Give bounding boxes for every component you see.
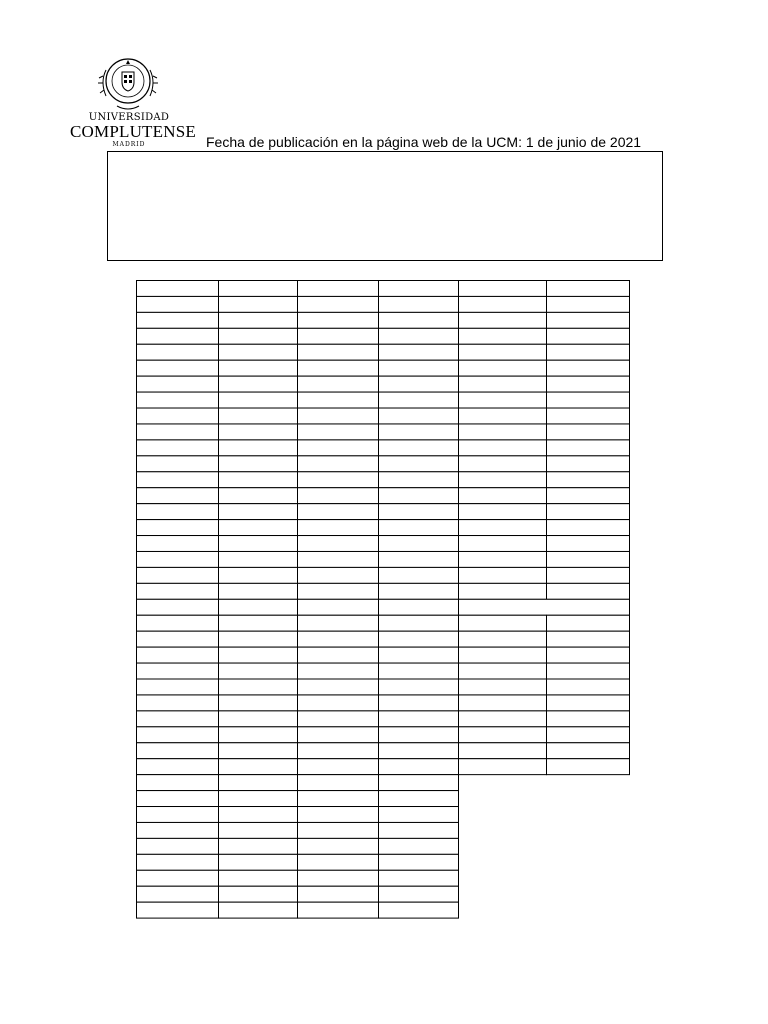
table-cell — [379, 743, 459, 759]
table-cell — [379, 711, 459, 727]
table-cell — [547, 567, 630, 583]
table-cell — [298, 344, 379, 360]
table-cell — [379, 791, 459, 807]
table-cell — [137, 360, 219, 376]
table-cell — [547, 376, 630, 392]
table-cell — [379, 822, 459, 838]
table-cell — [459, 663, 547, 679]
table-cell — [547, 631, 630, 647]
table-cell — [379, 807, 459, 823]
table-cell — [219, 695, 298, 711]
table-cell — [547, 727, 630, 743]
table-cell — [137, 822, 219, 838]
table-cell — [459, 408, 547, 424]
table-cell — [547, 504, 630, 520]
table-cell — [547, 520, 630, 536]
table-cell — [547, 344, 630, 360]
table-cell — [459, 567, 547, 583]
table-cell — [219, 663, 298, 679]
table-cell — [379, 679, 459, 695]
table-cell — [379, 902, 459, 918]
table-cell — [379, 583, 459, 599]
table-cell — [298, 615, 379, 631]
table-cell — [459, 520, 547, 536]
table-cell — [379, 727, 459, 743]
table-cell — [298, 711, 379, 727]
table-cell — [137, 520, 219, 536]
table-cell — [459, 456, 547, 472]
table-cell — [298, 727, 379, 743]
logo-line-universidad: UNIVERSIDAD — [88, 112, 170, 123]
table-cell — [137, 886, 219, 902]
table-cell — [298, 647, 379, 663]
table-cell — [547, 360, 630, 376]
table-cell — [547, 663, 630, 679]
table-cell — [547, 392, 630, 408]
table-cell — [298, 296, 379, 312]
table-cell — [379, 488, 459, 504]
table-cell — [459, 376, 547, 392]
table-cell — [298, 759, 379, 775]
table-cell — [219, 679, 298, 695]
table-cell — [547, 472, 630, 488]
table-cell — [547, 536, 630, 552]
table-cell — [379, 392, 459, 408]
table-cell — [219, 567, 298, 583]
table-cell — [137, 599, 219, 615]
table-cell — [137, 392, 219, 408]
table-cell — [219, 791, 298, 807]
table-cell — [379, 775, 459, 791]
table-cell — [298, 838, 379, 854]
table-cell — [298, 567, 379, 583]
table-cell — [459, 743, 547, 759]
table-cell — [379, 631, 459, 647]
table-cell — [219, 631, 298, 647]
table-cell — [459, 583, 547, 599]
table-cell — [459, 328, 547, 344]
table-cell — [547, 551, 630, 567]
table-cell — [459, 551, 547, 567]
table-cell — [219, 440, 298, 456]
table-cell — [379, 759, 459, 775]
table-cell — [459, 392, 547, 408]
table-cell — [298, 822, 379, 838]
table-cell — [219, 599, 298, 615]
table-cell — [379, 536, 459, 552]
table-cell — [547, 440, 630, 456]
table-cell — [219, 854, 298, 870]
table-cell — [547, 328, 630, 344]
table-cell — [137, 328, 219, 344]
table-cell — [547, 615, 630, 631]
table-cell — [547, 296, 630, 312]
table-cell — [547, 456, 630, 472]
table-cell — [459, 727, 547, 743]
table-cell — [298, 695, 379, 711]
table-cell — [219, 743, 298, 759]
table-cell — [137, 870, 219, 886]
table-cell — [137, 551, 219, 567]
table-cell — [459, 647, 547, 663]
table-cell — [137, 615, 219, 631]
table-cell — [459, 312, 547, 328]
table-cell — [379, 344, 459, 360]
table-cell — [298, 392, 379, 408]
table-cell — [137, 791, 219, 807]
table-cell — [137, 504, 219, 520]
table-cell — [137, 424, 219, 440]
table-cell — [379, 615, 459, 631]
table-cell — [137, 695, 219, 711]
table-cell — [547, 408, 630, 424]
table-cell — [459, 695, 547, 711]
table-cell — [219, 838, 298, 854]
table-cell — [379, 472, 459, 488]
table-cell — [459, 615, 547, 631]
table-cell — [137, 807, 219, 823]
table-cell — [298, 663, 379, 679]
table-cell — [298, 408, 379, 424]
table-cell — [298, 599, 379, 615]
logo-line-complutense: COMPLUTENSE — [70, 122, 196, 141]
table-cell — [379, 360, 459, 376]
table-cell — [379, 663, 459, 679]
table-cell — [459, 281, 547, 297]
table-cell — [459, 679, 547, 695]
table-cell — [219, 822, 298, 838]
table-cell — [547, 424, 630, 440]
table-cell — [298, 791, 379, 807]
table-cell — [137, 583, 219, 599]
table-cell — [459, 344, 547, 360]
table-cell — [137, 296, 219, 312]
table-cell — [547, 488, 630, 504]
table-cell — [219, 296, 298, 312]
table-cell — [137, 376, 219, 392]
table-cell — [379, 456, 459, 472]
table-cell — [137, 631, 219, 647]
table-cell — [298, 328, 379, 344]
table-cell — [137, 567, 219, 583]
table-cell — [298, 472, 379, 488]
table-cell — [298, 424, 379, 440]
table-cell — [137, 663, 219, 679]
table-cell — [547, 312, 630, 328]
table-cell — [137, 472, 219, 488]
table-cell — [379, 504, 459, 520]
table-cell — [547, 759, 630, 775]
table-cell — [379, 838, 459, 854]
table-cell — [547, 647, 630, 663]
table-cell — [219, 328, 298, 344]
table-cell — [298, 775, 379, 791]
table-cell — [137, 759, 219, 775]
table-cell — [459, 631, 547, 647]
table-cell — [379, 870, 459, 886]
table-cell — [459, 504, 547, 520]
table-cell — [137, 838, 219, 854]
table-cell — [547, 711, 630, 727]
table-cell — [219, 408, 298, 424]
table-cell — [219, 504, 298, 520]
table-cell — [298, 870, 379, 886]
table-cell — [298, 281, 379, 297]
table-cell — [459, 296, 547, 312]
table-cell — [219, 902, 298, 918]
table-cell — [459, 599, 630, 615]
table-cell — [298, 488, 379, 504]
table-cell — [219, 488, 298, 504]
table-cell — [219, 583, 298, 599]
table-cell — [137, 344, 219, 360]
table-cell — [379, 647, 459, 663]
table-cell — [298, 440, 379, 456]
table-cell — [137, 854, 219, 870]
table-cell — [137, 775, 219, 791]
table-cell — [298, 312, 379, 328]
table-cell — [379, 281, 459, 297]
table-cell — [137, 743, 219, 759]
table-cell — [459, 424, 547, 440]
table-cell — [459, 360, 547, 376]
table-cell — [298, 631, 379, 647]
table-cell — [379, 376, 459, 392]
table-cell — [219, 551, 298, 567]
table-cell — [547, 281, 630, 297]
table-cell — [459, 440, 547, 456]
table-cell — [219, 424, 298, 440]
table-cell — [137, 536, 219, 552]
table-cell — [219, 360, 298, 376]
table-cell — [219, 536, 298, 552]
table-cell — [547, 695, 630, 711]
table-cell — [298, 886, 379, 902]
table-cell — [379, 424, 459, 440]
table-cell — [137, 408, 219, 424]
table-cell — [379, 328, 459, 344]
table-cell — [298, 807, 379, 823]
table-cell — [137, 679, 219, 695]
table-cell — [219, 647, 298, 663]
table-cell — [219, 312, 298, 328]
table-cell — [459, 711, 547, 727]
table-cell — [137, 647, 219, 663]
table-cell — [137, 312, 219, 328]
publication-date: Fecha de publicación en la página web de la UCM: 1 de junio de 2021 — [206, 134, 642, 150]
table-cell — [137, 727, 219, 743]
table-cell — [459, 759, 547, 775]
table-cell — [379, 296, 459, 312]
table-cell — [547, 679, 630, 695]
table-cell — [137, 488, 219, 504]
table-cell — [298, 504, 379, 520]
table-cell — [219, 886, 298, 902]
table-cell — [379, 408, 459, 424]
table-cell — [219, 615, 298, 631]
table-cell — [219, 392, 298, 408]
table-cell — [137, 711, 219, 727]
table-cell — [219, 711, 298, 727]
table-cell — [459, 472, 547, 488]
table-cell — [379, 440, 459, 456]
table-cell — [219, 870, 298, 886]
table-cell — [219, 376, 298, 392]
table-cell — [137, 440, 219, 456]
table-cell — [219, 472, 298, 488]
table-cell — [298, 520, 379, 536]
table-cell — [298, 679, 379, 695]
table-cell — [379, 312, 459, 328]
table-cell — [298, 360, 379, 376]
table-cell — [298, 551, 379, 567]
table-cell — [219, 775, 298, 791]
table-cell — [298, 583, 379, 599]
table-cell — [379, 551, 459, 567]
table-cell — [547, 583, 630, 599]
table-cell — [547, 743, 630, 759]
table-cell — [219, 281, 298, 297]
table-cell — [137, 902, 219, 918]
table-cell — [379, 854, 459, 870]
table-cell — [219, 759, 298, 775]
table-cell — [379, 520, 459, 536]
table-cell — [298, 902, 379, 918]
table-cell — [379, 599, 459, 615]
table-cell — [219, 807, 298, 823]
table-cell — [137, 281, 219, 297]
table-cell — [459, 488, 547, 504]
table-cell — [459, 536, 547, 552]
logo-line-madrid: MADRID — [112, 141, 146, 148]
table-cell — [219, 456, 298, 472]
table-cell — [298, 743, 379, 759]
table-cell — [219, 344, 298, 360]
table-cell — [219, 520, 298, 536]
table-cell — [137, 456, 219, 472]
table-cell — [379, 695, 459, 711]
table-cell — [298, 376, 379, 392]
table-cell — [298, 456, 379, 472]
table-cell — [298, 536, 379, 552]
table-cell — [379, 886, 459, 902]
table-cell — [298, 854, 379, 870]
table-cell — [379, 567, 459, 583]
table-cell — [219, 727, 298, 743]
